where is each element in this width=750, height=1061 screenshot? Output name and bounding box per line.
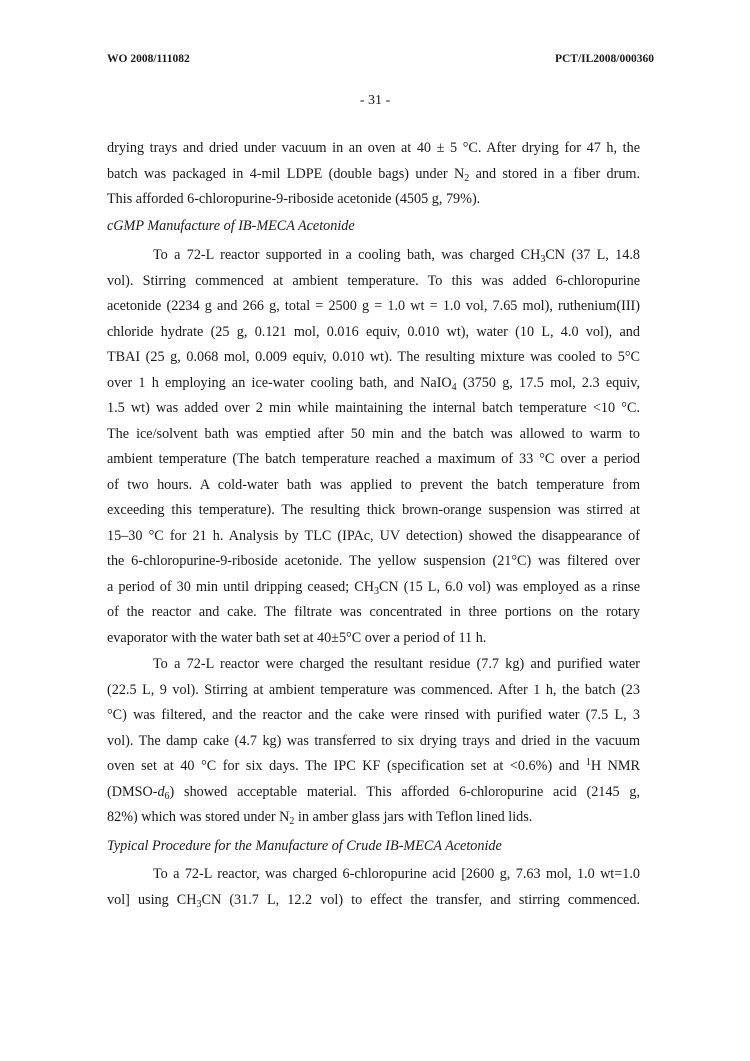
- text-line: (22.5 L, 9 vol). Stirring at ambient temperature was commenced. After 1 h, the batch (23: [107, 681, 640, 698]
- text-line: vol). The damp cake (4.7 kg) was transferred to six drying trays and dried in the vacuum: [107, 732, 640, 749]
- text-line: vol] using $CH_3CN$ (31.7 L, 12.2 vol) to effect the transfer, and stirring commenced.: [107, 891, 640, 910]
- text-line: over 1 h employing an ice-water cooling bath, and NaIO$_4$ (3750 g, 17.5 mol, 2.3 equiv,: [107, 374, 640, 393]
- page-number: - 31 -: [359, 93, 391, 108]
- text-line: of the reactor and cake. The filtrate was concentrated in three portions on the rotary: [107, 604, 640, 620]
- text-line: To a 72-L reactor, was charged 6-chloropurine acid [2600 g, 7.63 mol, 1.0 wt=1.0: [153, 866, 640, 882]
- application-number: PCT/IL2008/000360: [554, 53, 654, 65]
- paragraph-isolation: [107, 652, 640, 831]
- text-line: vol). Stirring commenced at ambient temperature. To this was added 6-chloropurine: [107, 272, 640, 289]
- text-line: $(DMSO-d_6)$ showed acceptable material. This afforded 6-chloropurine acid (2145 g,: [107, 783, 640, 802]
- text-line: chloride hydrate (25 g, 0.121 mol, 0.016 equiv, 0.010 wt), water (10 L, 4.0 vol), and: [107, 323, 640, 340]
- text-line: batch was packaged in 4-mil LDPE (double bags) under $N_2$ and stored in a fiber drum.: [107, 165, 641, 184]
- text-line: the 6-chloropurine-9-riboside acetonide. The yellow suspension (21°C) was filtered over: [107, 553, 640, 569]
- text-line: This afforded 6-chloropurine-9-riboside acetonide (4505 g, 79%).: [107, 191, 481, 207]
- text-line: TBAI (25 g, 0.068 mol, 0.009 equiv, 0.010 wt). The resulting mixture was cooled to 5°C: [107, 349, 640, 365]
- text-line: drying trays and dried under vacuum in an oven at 40 ± 5 °C. After drying for 47 h, the: [107, 140, 640, 156]
- text-line: ambient temperature (The batch temperature reached a maximum of 33 °C over a period: [107, 451, 640, 467]
- text-line: 82%) which was stored under $N_2$ in amber glass jars with Teflon lined lids.: [107, 809, 533, 827]
- section-heading-typical-procedure: Typical Procedure for the Manufacture of Crude IB-MECA Acetonide: [107, 838, 502, 854]
- text-line: of two hours. A cold-water bath was applied to prevent the batch temperature from: [107, 476, 640, 493]
- text-line: acetonide (2234 g and 266 g, total = 2500 g = 1.0 wt = 1.0 vol, 7.65 mol), ruthenium(III): [107, 298, 640, 314]
- text-line: a period of 30 min until dripping ceased; $CH_3CN$ (15 L, 6.0 vol) was employed as a rinse: [107, 578, 640, 597]
- text-line: 1.5 wt) was added over 2 min while maintaining the internal batch temperature <10 °C.: [107, 400, 640, 416]
- paragraph-oxidation: [107, 243, 640, 651]
- text-line: To a 72-L reactor supported in a cooling bath, was charged $CH_3CN$ (37 L, 14.8: [153, 247, 640, 265]
- section-heading-cgmp: cGMP Manufacture of IB-MECA Acetonide: [107, 218, 355, 234]
- text-line: exceeding this temperature). The resulting thick brown-orange suspension was stirred at: [107, 502, 640, 518]
- text-line: oven set at 40 °C for six days. The IPC KF (specification set at <0.6%) and $^1$H NMR: [107, 757, 640, 774]
- text-line: evaporator with the water bath set at 40±5°C over a period of 11 h.: [107, 629, 487, 646]
- paragraph-crude-procedure: [107, 862, 640, 913]
- patent-number: WO 2008/111082: [107, 53, 190, 65]
- text-line: The ice/solvent bath was emptied after 50 min and the batch was allowed to warm to: [107, 425, 640, 442]
- text-line: °C) was filtered, and the reactor and the cake were rinsed with purified water (7.5 L, 3: [107, 707, 640, 723]
- paragraph-drying: [107, 136, 640, 213]
- text-line: 15–30 °C for 21 h. Analysis by TLC (IPAc, UV detection) showed the disappearance of: [107, 527, 640, 544]
- text-line: To a 72-L reactor were charged the resultant residue (7.7 kg) and purified water: [153, 656, 640, 672]
